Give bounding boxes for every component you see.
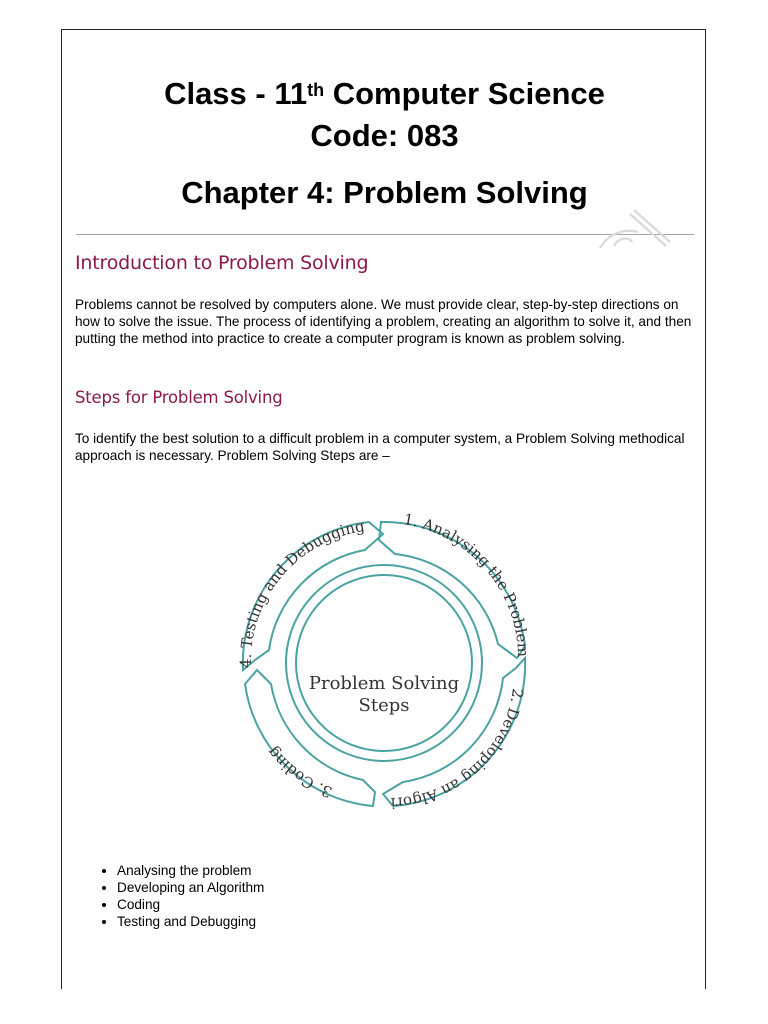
chapter-title: Chapter 4: Problem Solving	[181, 175, 588, 210]
diagram-center-line2: Steps	[358, 695, 410, 716]
segment-label-2: 2. Developing an Algori	[390, 687, 527, 813]
problem-solving-cycle-diagram	[213, 488, 555, 838]
course-code: Code: 083	[310, 118, 459, 153]
page-title	[62, 76, 707, 112]
watermark-logo	[590, 206, 670, 250]
inner-ring-outer	[286, 565, 482, 761]
steps-paragraph: To identify the best solution to a difficult problem in a computer system, a Problem Solving methodical approach is necessary. Problem Solving Steps are –	[75, 431, 685, 463]
list-item: • Testing and Debugging	[117, 913, 264, 930]
document-page	[61, 29, 706, 989]
inner-ring-inner	[296, 575, 472, 751]
segment-label-4: 4. Testing and Debugging	[236, 516, 366, 669]
list-item: • Analysing the problem	[117, 862, 264, 879]
list-item: • Developing an Algorithm	[117, 879, 264, 896]
steps-list	[82, 862, 264, 930]
segment-label-3: 3. Coding	[263, 743, 335, 802]
title-prefix: Class - 11	[164, 76, 308, 111]
title-suffix: Computer Science	[324, 76, 605, 111]
diagram-center-line1: Problem Solving	[308, 673, 460, 694]
steps-heading: Steps for Problem Solving	[75, 388, 283, 407]
list-item: • Coding	[117, 896, 264, 913]
intro-paragraph: Problems cannot be resolved by computers alone. We must provide clear, step-by-step directions on how to solve the issue. The process of identifying a problem, creating an algorithm to solve it, and then putting the method into practice to create a computer program is known as problem solving.	[75, 297, 692, 346]
segment-label-1: 1. Analysing the Problem	[402, 510, 533, 658]
title-superscript: th	[307, 80, 325, 100]
intro-heading: Introduction to Problem Solving	[75, 252, 369, 274]
